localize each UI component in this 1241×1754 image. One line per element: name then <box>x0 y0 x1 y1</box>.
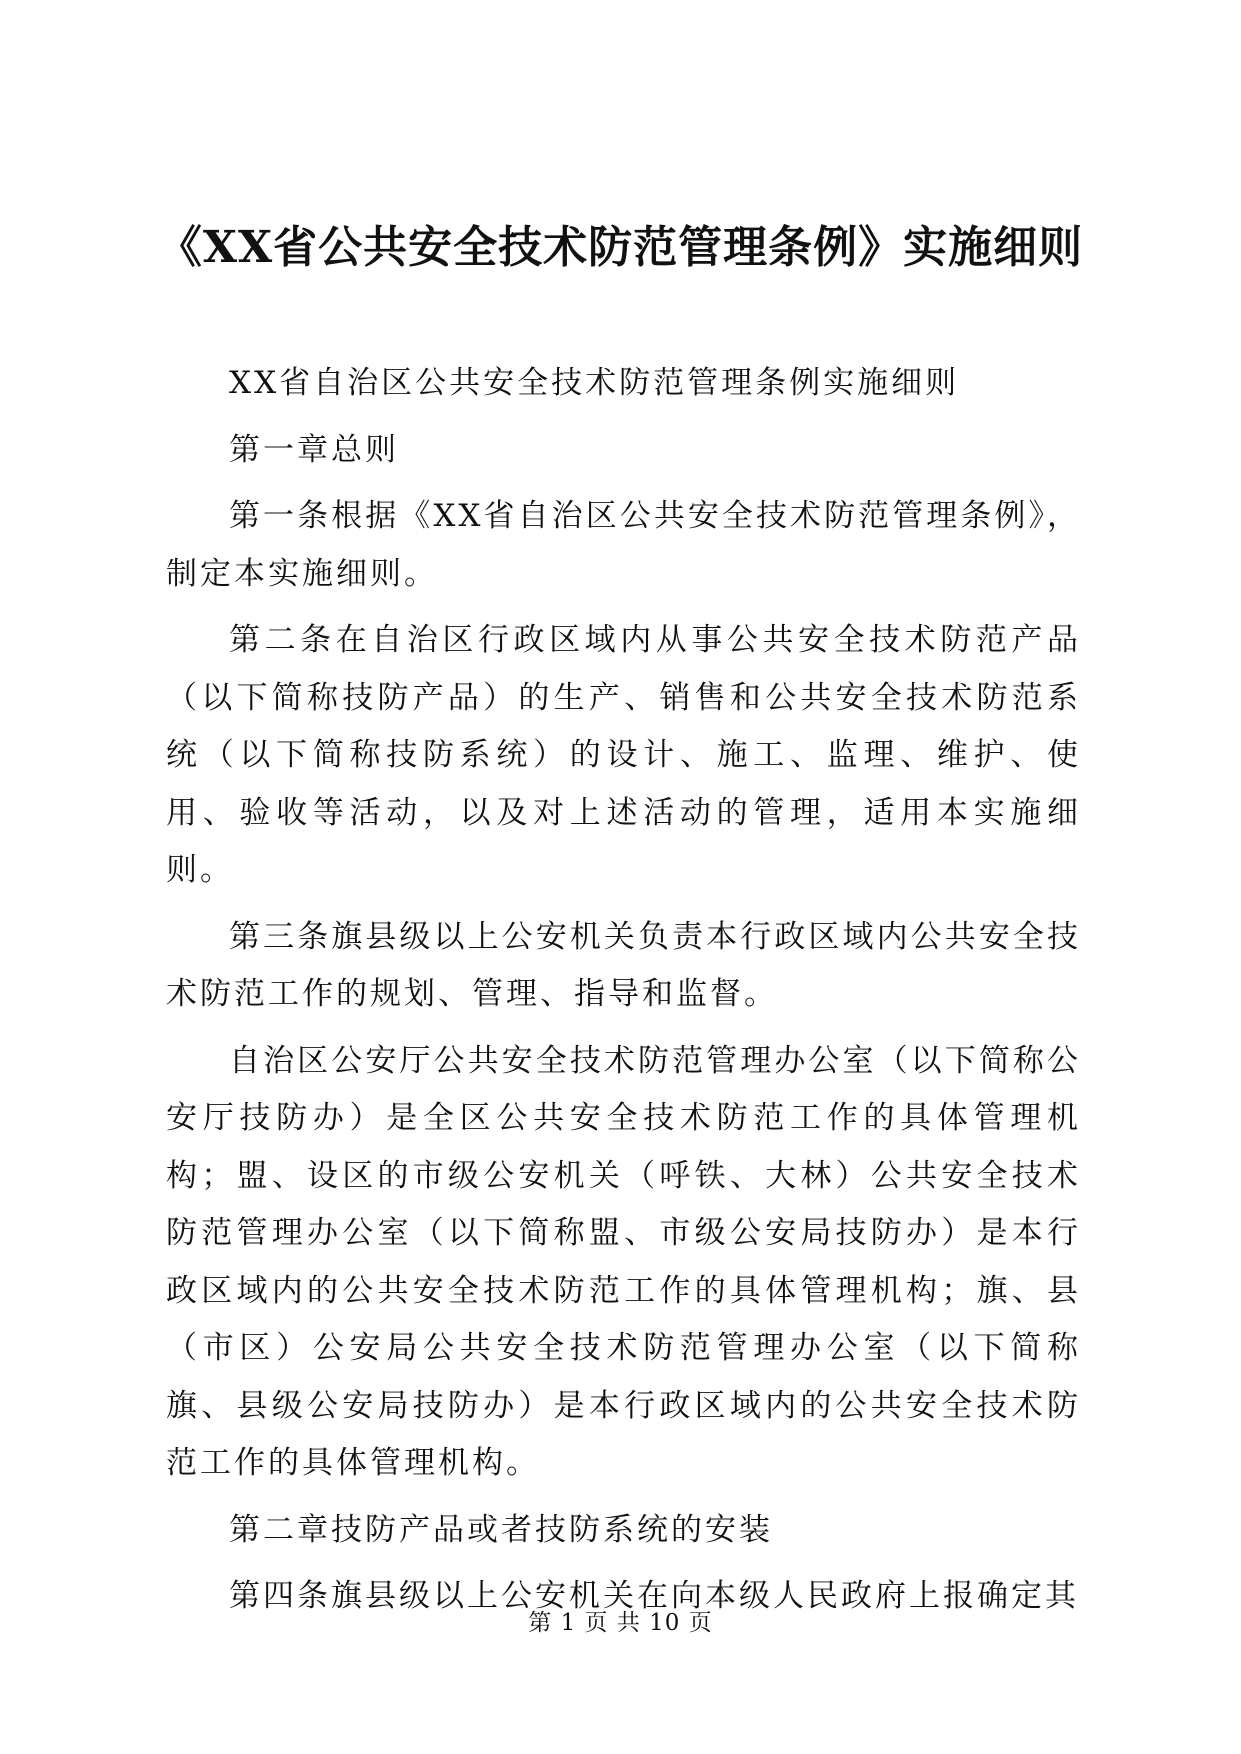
chapter-heading-1: 第一章总则 <box>229 431 399 468</box>
paragraph-subtitle: XX省自治区公共安全技术防范管理条例实施细则 <box>229 365 960 401</box>
article-1: 第一条根据《XX省自治区公共安全技术防范管理条例》，制定本实施细则。 <box>166 498 1081 592</box>
page-footer: 第 1 页 共 10 页 <box>528 1610 713 1636</box>
article-3-detail: 自治区公安厅公共安全技术防范管理办公室（以下简称公安厅技防办）是全区公共安全技术防范工作的具体管理机构；盟、设区的市级公安机关（呼铁、大林）公共安全技术防范管理办公室（以下简称盟、市级公安局技防办）是本行政区域内的公共安全技术防范工作的具体管理机构；旗、县（市区）公安局公共安全技术防范管理办公室（以下简称旗、县级公安局技防办）是本行政区域内的公共安全技术防范工作的具体管理机构。 <box>166 1042 1081 1481</box>
chapter-heading-2: 第二章技防产品或者技防系统的安装 <box>229 1511 773 1548</box>
document-title: 《XX省公共安全技术防范管理条例》实施细则 <box>157 222 1084 273</box>
article-4: 第四条旗县级以上公安机关在向本级人民政府上报确定其 <box>229 1578 1079 1614</box>
article-2: 第二条在自治区行政区域内从事公共安全技术防范产品（以下简称技防产品）的生产、销售和公共安全技术防范系统（以下简称技防系统）的设计、施工、监理、维护、使用、验收等活动，以及对上述活动的管理，适用本实施细则。 <box>166 622 1081 888</box>
article-3: 第三条旗县级以上公安机关负责本行政区域内公共安全技术防范工作的规划、管理、指导和监督。 <box>166 918 1081 1012</box>
document-body <box>166 355 1081 1635</box>
